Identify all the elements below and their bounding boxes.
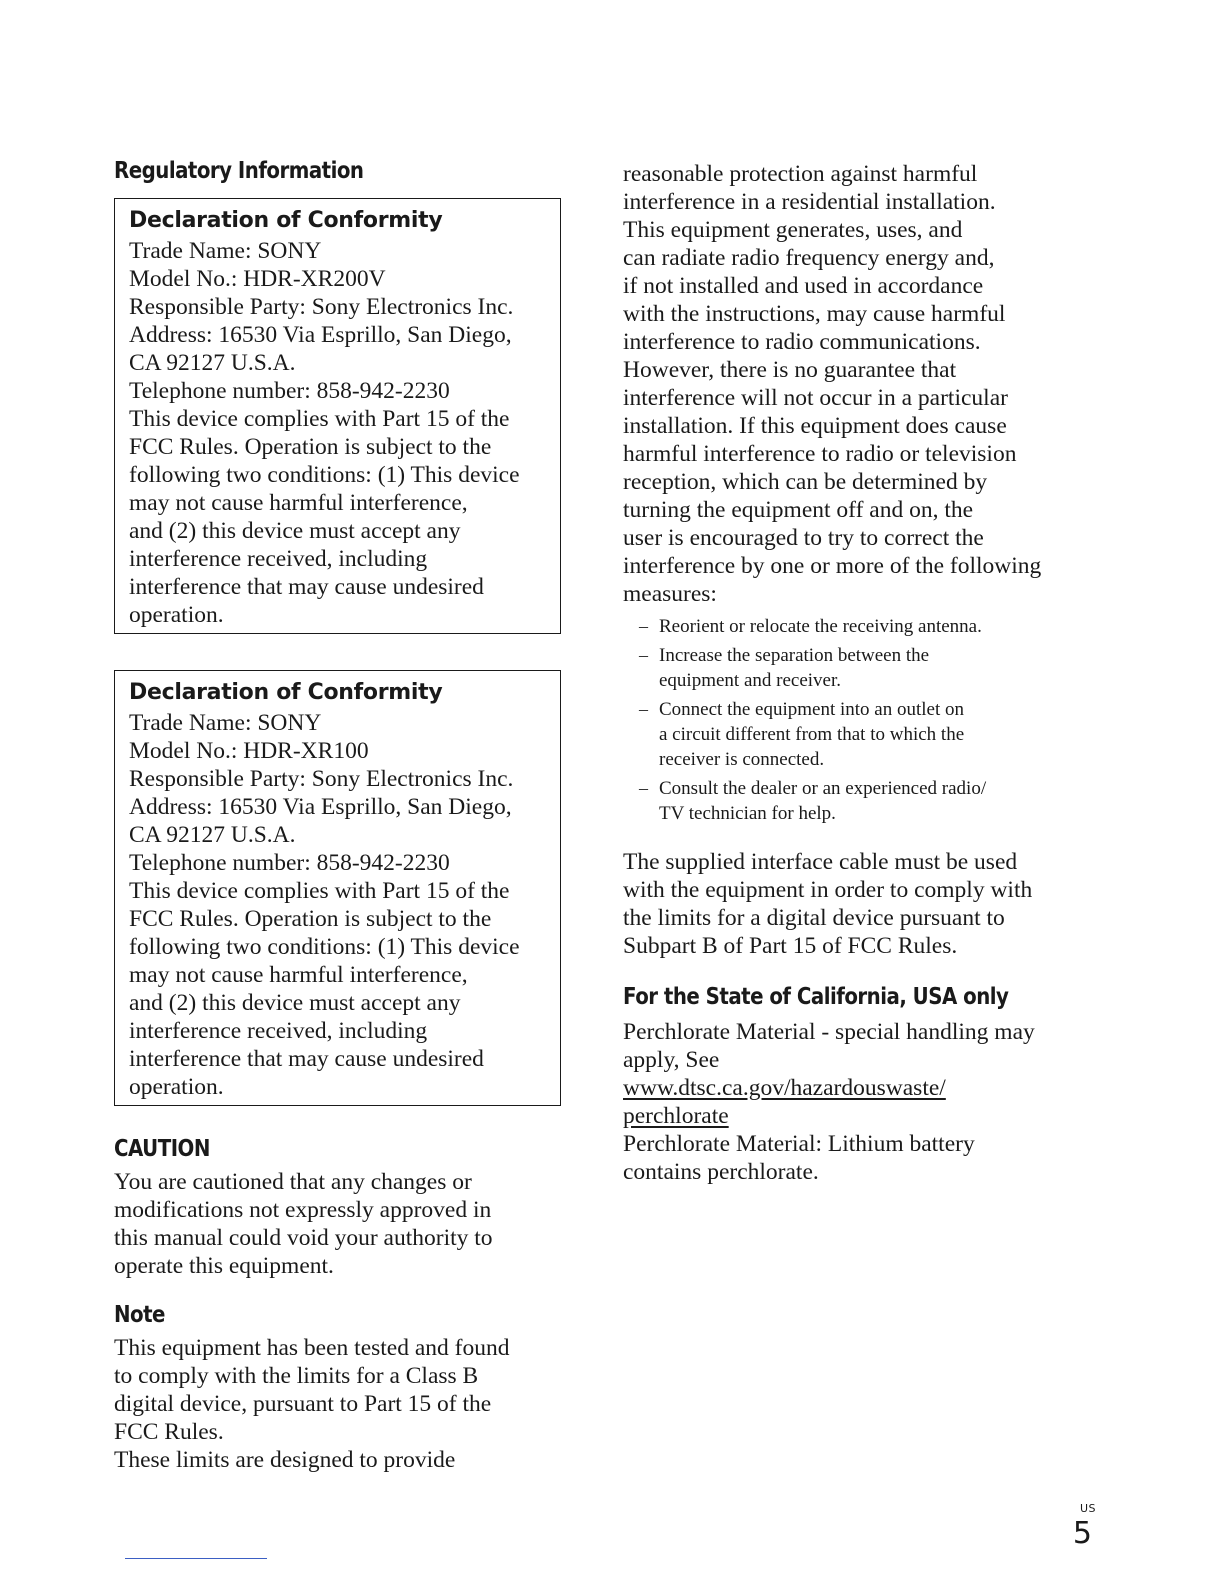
text-line: operation. bbox=[129, 602, 224, 628]
text-line: reasonable protection against harmful bbox=[623, 161, 978, 187]
text-line: interference that may cause undesired bbox=[129, 1046, 484, 1072]
declaration-body bbox=[129, 709, 548, 1101]
text-line: FCC Rules. bbox=[114, 1419, 224, 1445]
text-line: may not cause harmful interference, bbox=[129, 490, 468, 516]
text-line: user is encouraged to try to correct the bbox=[623, 525, 984, 551]
text-line: Subpart B of Part 15 of FCC Rules. bbox=[623, 933, 958, 959]
text-line: following two conditions: (1) This device bbox=[129, 462, 520, 488]
text-line: This device complies with Part 15 of the bbox=[129, 406, 510, 432]
text-line: operate this equipment. bbox=[114, 1253, 334, 1279]
text-line: following two conditions: (1) This device bbox=[129, 934, 520, 960]
text-line: Consult the dealer or an experienced radio/ bbox=[659, 778, 987, 799]
caution-heading: CAUTION bbox=[114, 1136, 210, 1162]
text-line: Responsible Party: Sony Electronics Inc. bbox=[129, 294, 514, 320]
caution-body bbox=[114, 1168, 562, 1280]
text-line: Increase the separation between the bbox=[659, 645, 930, 666]
note-body bbox=[114, 1334, 562, 1474]
text-line: FCC Rules. Operation is subject to the bbox=[129, 434, 492, 460]
fcc-continuation bbox=[623, 160, 1093, 608]
text-line: measures: bbox=[623, 581, 717, 607]
text-line: Model No.: HDR-XR200V bbox=[129, 266, 386, 292]
list-item: – Increase the separation between the equipment and receiver. bbox=[639, 643, 1093, 693]
text-line: this manual could void your authority to bbox=[114, 1225, 493, 1251]
language-code: US bbox=[1079, 1502, 1096, 1515]
text-line: a circuit different from that to which the bbox=[659, 724, 965, 745]
text-line: interference in a residential installation. bbox=[623, 189, 996, 215]
list-item: – Connect the equipment into an outlet on a circuit different from that to which the receiver is connected. bbox=[639, 697, 1093, 772]
dtsc-link[interactable]: www.dtsc.ca.gov/hazardouswaste/ bbox=[623, 1075, 946, 1101]
text-line: You are cautioned that any changes or bbox=[114, 1169, 472, 1195]
text-line: with the equipment in order to comply with bbox=[623, 877, 1033, 903]
declaration-box-1 bbox=[114, 198, 561, 634]
text-line: turning the equipment off and on, the bbox=[623, 497, 974, 523]
text-line: Telephone number: 858-942-2230 bbox=[129, 378, 450, 404]
footer-rule bbox=[125, 1558, 267, 1559]
perchlorate-line: Perchlorate Material - special handling may bbox=[623, 1019, 1035, 1045]
declaration-title: Declaration of Conformity bbox=[129, 208, 443, 233]
list-item: – Consult the dealer or an experienced radio/ TV technician for help. bbox=[639, 776, 1093, 826]
text-line: harmful interference to radio or television bbox=[623, 441, 1017, 467]
text-line: Reorient or relocate the receiving antenna. bbox=[659, 616, 982, 637]
text-line: if not installed and used in accordance bbox=[623, 273, 984, 299]
text-line: This equipment generates, uses, and bbox=[623, 217, 963, 243]
text-line: modifications not expressly approved in bbox=[114, 1197, 492, 1223]
text-line: CA 92127 U.S.A. bbox=[129, 350, 296, 376]
page-number: 5 bbox=[1072, 1516, 1092, 1551]
text-line: interference received, including bbox=[129, 1018, 428, 1044]
text-line: receiver is connected. bbox=[659, 749, 825, 770]
text-line: However, there is no guarantee that bbox=[623, 357, 957, 383]
text-line: Trade Name: SONY bbox=[129, 710, 322, 736]
california-body bbox=[623, 1018, 1093, 1186]
text-line: interference received, including bbox=[129, 546, 428, 572]
regulatory-heading: Regulatory Information bbox=[114, 158, 364, 184]
text-line: FCC Rules. Operation is subject to the bbox=[129, 906, 492, 932]
left-column bbox=[114, 158, 562, 1474]
perchlorate-line: contains perchlorate. bbox=[623, 1159, 819, 1185]
text-line: interference to radio communications. bbox=[623, 329, 981, 355]
right-column bbox=[623, 160, 1093, 1186]
text-line: The supplied interface cable must be used bbox=[623, 849, 1018, 875]
text-line: Connect the equipment into an outlet on bbox=[659, 699, 964, 720]
text-line: Responsible Party: Sony Electronics Inc. bbox=[129, 766, 514, 792]
text-line: the limits for a digital device pursuant to bbox=[623, 905, 1005, 931]
text-line: and (2) this device must accept any bbox=[129, 990, 461, 1016]
text-line: Telephone number: 858-942-2230 bbox=[129, 850, 450, 876]
text-line: equipment and receiver. bbox=[659, 670, 842, 691]
california-heading: For the State of California, USA only bbox=[623, 984, 1009, 1010]
text-line: interference will not occur in a particular bbox=[623, 385, 1008, 411]
perchlorate-line: apply, See bbox=[623, 1047, 720, 1073]
text-line: CA 92127 U.S.A. bbox=[129, 822, 296, 848]
text-line: This equipment has been tested and found bbox=[114, 1335, 510, 1361]
text-line: interference that may cause undesired bbox=[129, 574, 484, 600]
text-line: These limits are designed to provide bbox=[114, 1447, 456, 1473]
measures-list bbox=[639, 614, 1093, 826]
text-line: This device complies with Part 15 of the bbox=[129, 878, 510, 904]
text-line: interference by one or more of the following bbox=[623, 553, 1042, 579]
text-line: Address: 16530 Via Esprillo, San Diego, bbox=[129, 322, 512, 348]
text-line: can radiate radio frequency energy and, bbox=[623, 245, 995, 271]
cable-notice bbox=[623, 848, 1093, 960]
declaration-box-2 bbox=[114, 670, 561, 1106]
text-line: Model No.: HDR-XR100 bbox=[129, 738, 369, 764]
text-line: with the instructions, may cause harmful bbox=[623, 301, 1006, 327]
text-line: installation. If this equipment does cause bbox=[623, 413, 1007, 439]
text-line: may not cause harmful interference, bbox=[129, 962, 468, 988]
perchlorate-line: Perchlorate Material: Lithium battery bbox=[623, 1131, 975, 1157]
text-line: TV technician for help. bbox=[659, 803, 836, 824]
text-line: to comply with the limits for a Class B bbox=[114, 1363, 479, 1389]
note-heading: Note bbox=[114, 1302, 165, 1328]
text-line: Trade Name: SONY bbox=[129, 238, 322, 264]
text-line: and (2) this device must accept any bbox=[129, 518, 461, 544]
declaration-body bbox=[129, 237, 548, 629]
text-line: operation. bbox=[129, 1074, 224, 1100]
text-line: digital device, pursuant to Part 15 of the bbox=[114, 1391, 492, 1417]
list-item: – Reorient or relocate the receiving antenna. bbox=[639, 614, 1093, 639]
text-line: Address: 16530 Via Esprillo, San Diego, bbox=[129, 794, 512, 820]
dtsc-link-continued[interactable]: perchlorate bbox=[623, 1103, 729, 1129]
text-line: reception, which can be determined by bbox=[623, 469, 988, 495]
declaration-title: Declaration of Conformity bbox=[129, 680, 443, 705]
